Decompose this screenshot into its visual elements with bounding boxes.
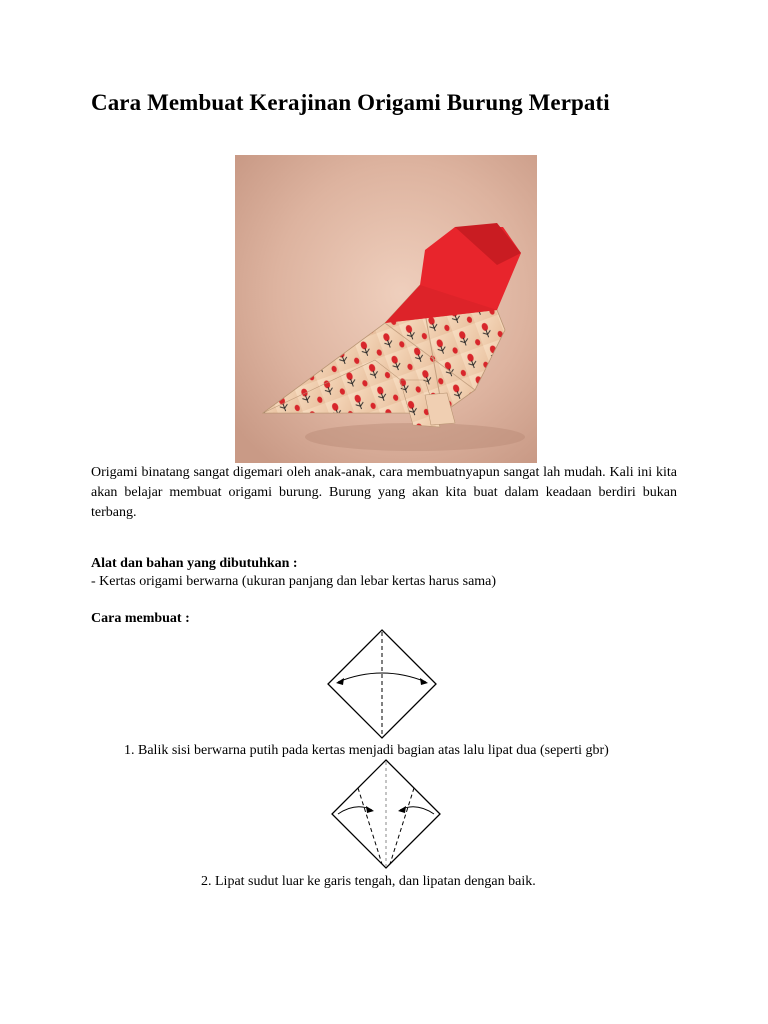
origami-bird-photo bbox=[235, 155, 537, 463]
page-title: Cara Membuat Kerajinan Origami Burung Merpati bbox=[91, 90, 610, 115]
step-1-caption: 1. Balik sisi berwarna putih pada kertas menjadi bagian atas lalu lipat dua (seperti gbr) bbox=[124, 743, 609, 758]
intro-paragraph: Origami binatang sangat digemari oleh anak-anak, cara membuatnyapun sangat lah mudah. Kali ini kita akan belajar membuat origami burung. Burung yang akan kita buat dalam keadaan berdiri bukan terbang. bbox=[91, 465, 677, 520]
fold-diagram-2-icon bbox=[330, 758, 442, 870]
materials-item: - Kertas origami berwarna (ukuran panjang dan lebar kertas harus sama) bbox=[91, 574, 497, 589]
step-2-caption: 2. Lipat sudut luar ke garis tengah, dan lipatan dengan baik. bbox=[201, 874, 536, 889]
fold-diagram-1-icon bbox=[326, 628, 438, 740]
steps-heading: Cara membuat : bbox=[91, 611, 190, 626]
materials-heading: Alat dan bahan yang dibutuhkan : bbox=[91, 556, 298, 571]
